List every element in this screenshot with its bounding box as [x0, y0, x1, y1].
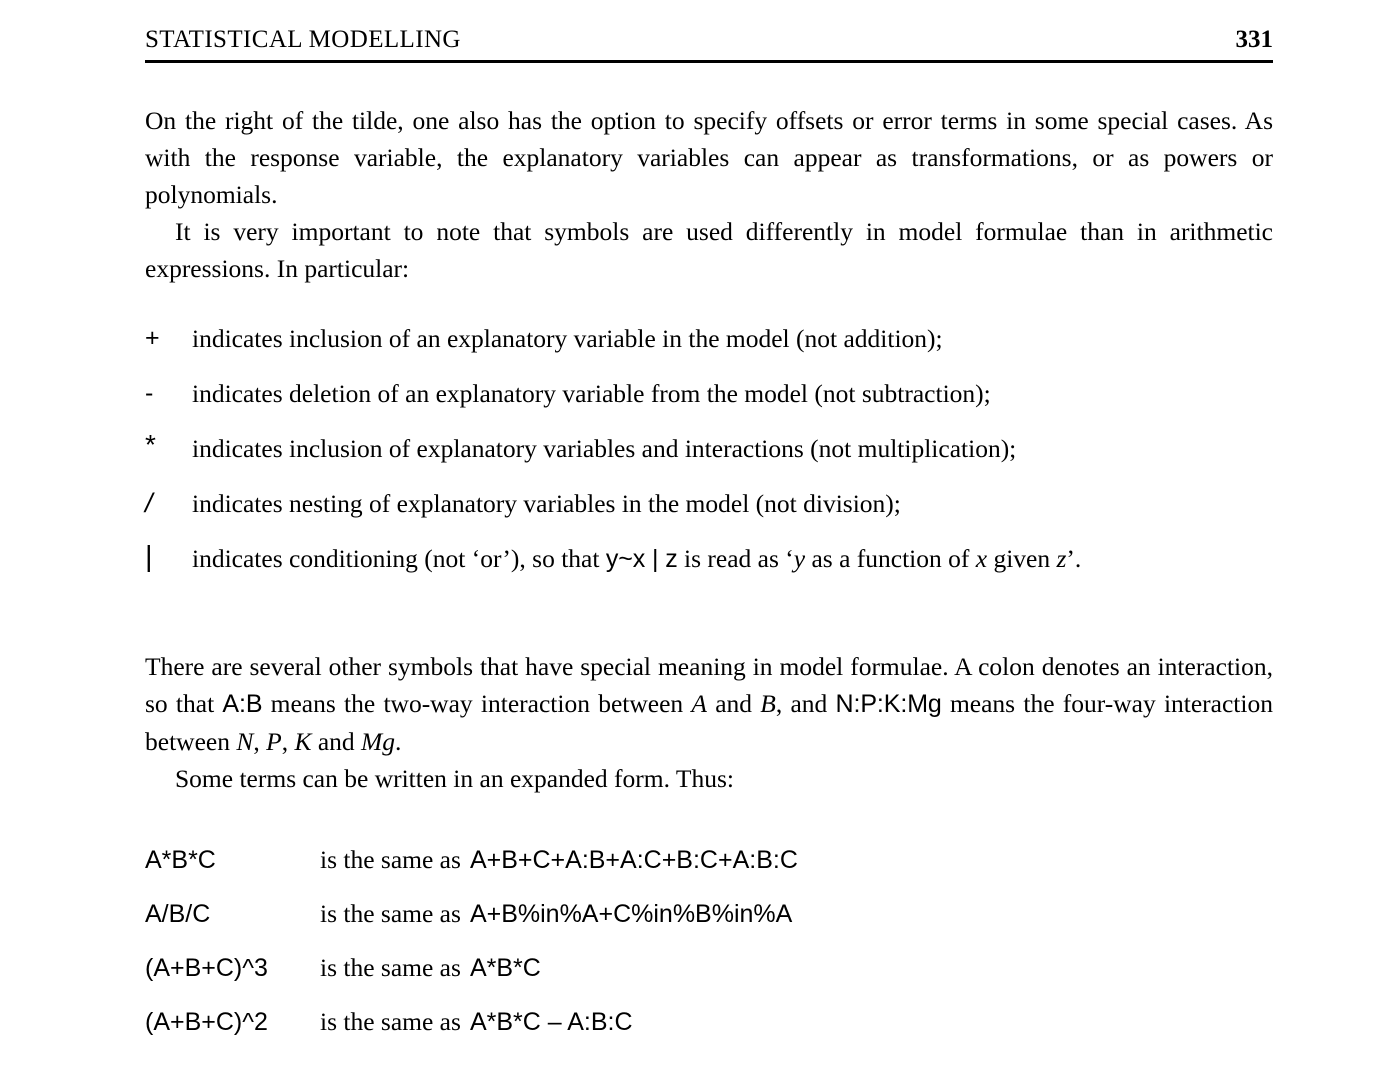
symbol-description: indicates inclusion of an explanatory variable in the model (not addition);	[192, 324, 943, 353]
paragraph-other-symbols-part1: There are several other symbols that have special meaning in model formulae. A colon denotes an interaction, so that	[145, 652, 1273, 718]
equivalence-table	[145, 845, 1273, 1061]
symbol-description: indicates inclusion of explanatory variables and interactions (not multiplication);	[192, 434, 1017, 463]
list-item	[145, 320, 1273, 357]
list-item	[145, 430, 1273, 467]
symbol-description-part4: given	[987, 544, 1057, 573]
formula-left: (A+B+C)^2	[145, 1008, 268, 1036]
equivalence-connector: is the same as	[320, 899, 461, 928]
page-number: 331	[1235, 26, 1273, 53]
formula-code: y~x | z	[605, 545, 678, 573]
symbol-marker-pipe: |	[145, 541, 153, 573]
formula-code-ab: A:B	[222, 690, 263, 718]
variable-mg: Mg	[361, 727, 396, 756]
symbol-description: indicates nesting of explanatory variables in the model (not division);	[192, 489, 901, 518]
paragraph-other-symbols-part6: ,	[253, 727, 267, 756]
paragraph-expanded-form: Some terms can be written in an expanded form. Thus:	[175, 764, 734, 793]
variable-p: P	[266, 727, 282, 756]
equivalence-connector: is the same as	[320, 845, 461, 874]
paragraph-symbols-intro-text: It is very important to note that symbols are used differently in model formulae than in arithmetic expressions. In particular:	[145, 217, 1273, 283]
list-item	[145, 540, 1273, 578]
variable-z: z	[1056, 544, 1067, 573]
variable-b: B	[760, 689, 776, 718]
equivalence-connector: is the same as	[320, 953, 461, 982]
formula-right: A+B+C+A:B+A:C+B:C+A:B:C	[469, 846, 798, 874]
symbol-marker-asterisk: *	[145, 429, 156, 460]
symbol-description-part3: as a function of	[805, 544, 976, 573]
paragraph-offsets	[145, 102, 1273, 213]
equivalence-connector: is the same as	[320, 1007, 461, 1036]
list-item	[145, 485, 1273, 522]
symbol-marker-plus: +	[145, 324, 160, 352]
formula-left: A*B*C	[145, 846, 216, 874]
variable-y: y	[793, 544, 806, 573]
paragraph-other-symbols-part8: and	[311, 727, 362, 756]
formula-left: A/B/C	[145, 900, 211, 928]
variable-x: x	[975, 544, 988, 573]
formula-code-npkmg: N:P:K:Mg	[835, 690, 942, 718]
paragraph-offsets-text: On the right of the tilde, one also has the option to specify offsets or error terms in some special cases. As with the response variable, the explanatory variables can appear as transformations, or as powers or polynomials.	[145, 106, 1273, 209]
symbol-marker-minus: -	[145, 379, 154, 407]
page-header	[145, 26, 1273, 54]
formula-right: A+B%in%A+C%in%B%in%A	[469, 900, 793, 928]
symbol-description: indicates deletion of an explanatory variable from the model (not subtraction);	[192, 379, 991, 408]
table-row	[145, 845, 1273, 899]
symbol-description-part5: ’.	[1066, 544, 1082, 573]
symbol-description-part2: is read as ‘	[677, 544, 794, 573]
symbol-marker-slash: /	[145, 488, 153, 518]
formula-right: A*B*C – A:B:C	[469, 1008, 633, 1036]
paragraph-other-symbols-part4: , and	[775, 689, 836, 718]
symbol-definition-list	[145, 320, 1273, 578]
paragraph-other-symbols-part5: means the four-way interaction between	[145, 689, 1273, 756]
paragraph-other-symbols-part2: means the two-way interaction between	[262, 689, 692, 718]
symbol-description	[192, 540, 1273, 578]
symbol-description-part1: indicates conditioning (not ‘or’), so that	[192, 544, 606, 573]
paragraph-other-symbols-part9: .	[395, 727, 402, 756]
variable-k: K	[294, 727, 312, 756]
paragraph-symbols-intro	[145, 213, 1273, 287]
formula-left: (A+B+C)^3	[145, 954, 268, 982]
paragraph-other-symbols-part7: ,	[281, 727, 295, 756]
table-row	[145, 953, 1273, 1007]
header-title: STATISTICAL MODELLING	[145, 26, 461, 53]
header-divider	[145, 60, 1273, 63]
variable-a: A	[691, 689, 707, 718]
formula-right: A*B*C	[469, 954, 541, 982]
paragraph-other-symbols-part3: and	[706, 689, 761, 718]
variable-n: N	[236, 727, 254, 756]
table-row	[145, 1007, 1273, 1061]
table-row	[145, 899, 1273, 953]
paragraph-other-symbols	[145, 648, 1273, 797]
list-item	[145, 375, 1273, 412]
